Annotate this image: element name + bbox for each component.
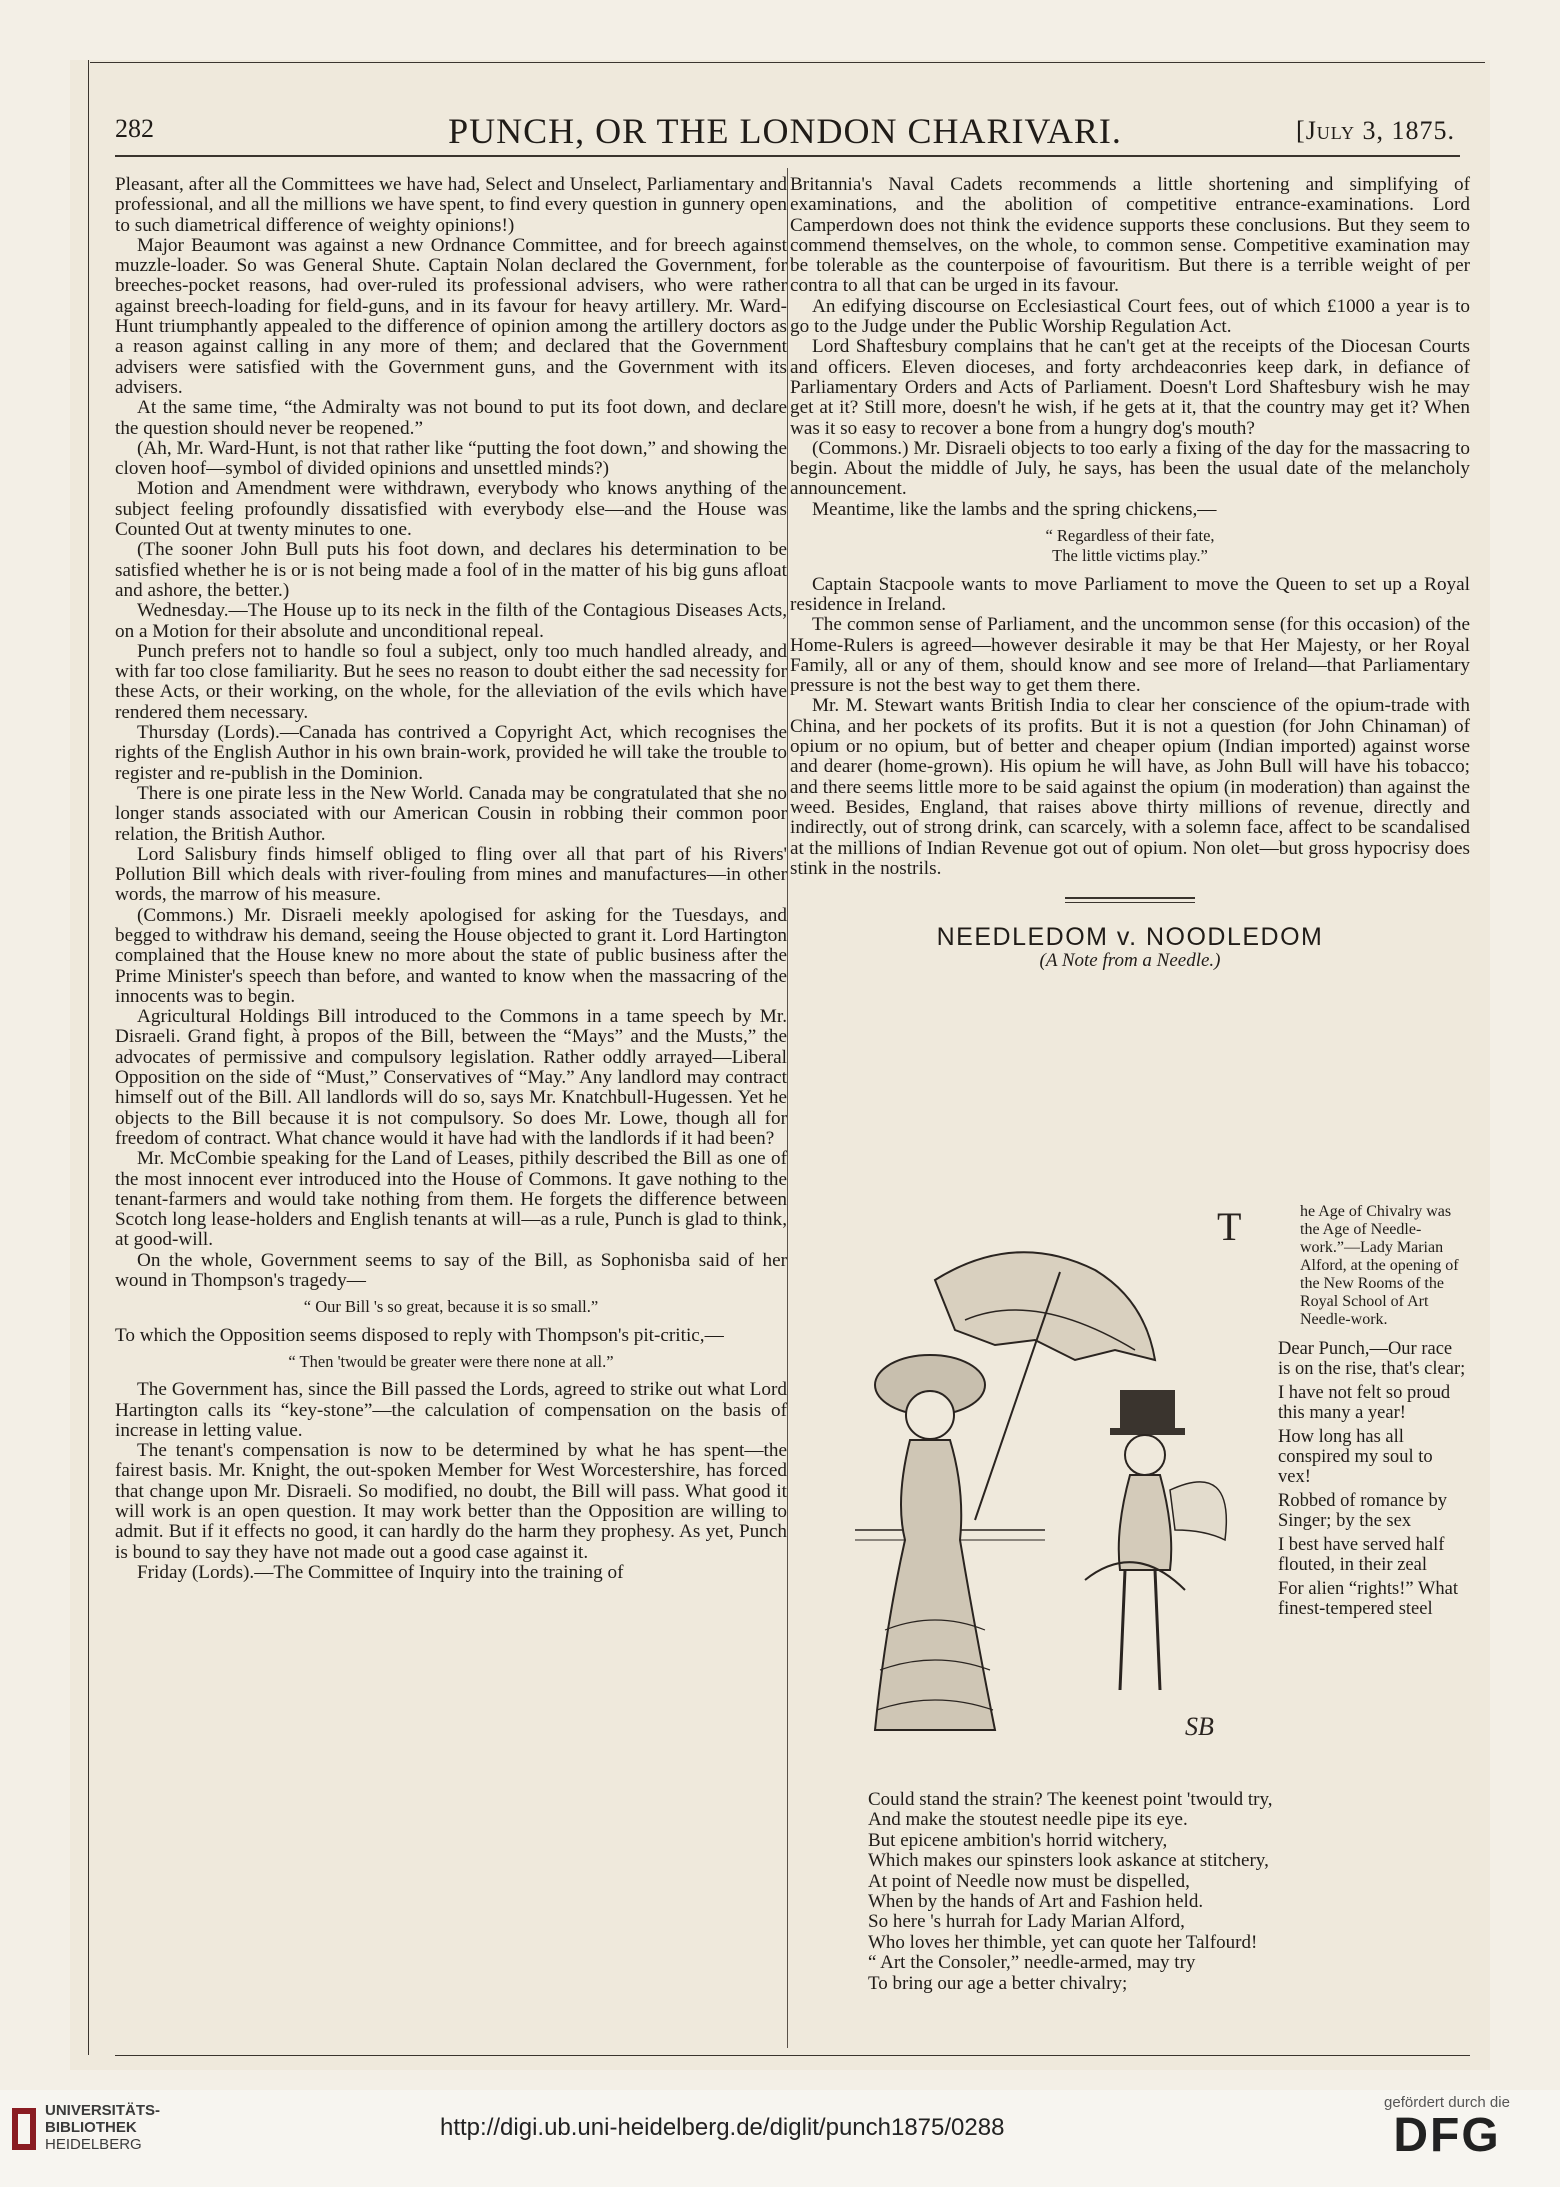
paragraph: Lord Shaftesbury complains that he can't get at the receipts of the Diocesan Courts and officers. Eleven dioceses, and forty archdeaconries keep dark, in defiance of Parliamentary Orders and Acts of Parliament. Doesn't Lord Shaftesbury wish he may get at it? Still more, doesn't he wish, if he gets at it, that the country may get it? When was it so easy to recover a bone from a hungry dog's mouth? <box>790 336 1470 439</box>
verse-line: Which makes our spinsters look askance at stitchery, <box>868 1850 1269 1872</box>
verse-quote-line: “ Regardless of their fate, <box>1045 526 1215 546</box>
paragraph: Agricultural Holdings Bill introduced to the Commons in a tame speech by Mr. Disraeli. Grand fight, à propos of the Bill, between the “Mays” and the Musts,” the advocates of permissive and compulsory legislation. Rather oddly arrayed—Liberal Opposition on the side of “Must,” Conservatives of “May.” Any landlord may contract himself out of the Bill. All landlords will do so, says Mr. Knatchbull-Hugessen. Yet he objects to the Bill because it is not compulsory. So does Mr. Lowe, though all for freedom of contract. What chance would it have had with the landlords if it had been? <box>115 1006 787 1149</box>
verse-line: So here 's hurrah for Lady Marian Alford, <box>868 1911 1185 1933</box>
paragraph: On the whole, Government seems to say of the Bill, as Sophonisba said of her wound in Thompson's tragedy— <box>115 1249 787 1292</box>
block-quote: “ Then 'twould be greater were there none at all.” <box>288 1351 614 1371</box>
left-border <box>88 60 89 2055</box>
paragraph: (Ah, Mr. Ward-Hunt, is not that rather like “putting the foot down,” and showing the cloven hoof—symbol of divided opinions and unsettled minds?) <box>115 437 787 480</box>
paragraph: Friday (Lords).—The Committee of Inquiry into the training of <box>137 1561 624 1583</box>
artist-signature: SB <box>1185 1712 1214 1741</box>
paragraph: Meantime, like the lambs and the spring chickens,— <box>812 498 1217 520</box>
cupid-body <box>1119 1475 1172 1570</box>
lady-dress <box>875 1440 995 1730</box>
right-column <box>790 175 1470 980</box>
section-divider <box>1065 902 1195 903</box>
scan-footer <box>0 2090 1560 2187</box>
section-divider <box>1065 897 1195 899</box>
paragraph: (Commons.) Mr. Disraeli meekly apologised for asking for the Tuesdays, and begged to withdraw his demand, seeing the House objected to grant it. Lord Hartington complained that the House knew no more about the state of public business after the Prime Minister's speech than before, and wanted to know when the massacring of the innocents was to begin. <box>115 904 787 1007</box>
article-title: NEEDLEDOM v. NOODLEDOM <box>936 923 1324 952</box>
paragraph: At the same time, “the Admiralty was not bound to put its foot down, and declare the question should never be reopened.” <box>115 397 787 439</box>
page-number: 282 <box>115 114 154 143</box>
paragraph: Captain Stacpoole wants to move Parliament to move the Queen to set up a Royal residence in Ireland. <box>790 573 1470 615</box>
header-rule <box>115 155 1460 157</box>
page-title: PUNCH, OR THE LONDON CHARIVARI. <box>448 111 1122 151</box>
paragraph: There is one pirate less in the New World. Canada may be congratulated that she no longer stands associated with our American Cousin in robbing their common poor relation, the British Author. <box>115 782 787 845</box>
paragraph: Mr. M. Stewart wants British India to clear her conscience of the opium-trade with China, and her pockets of its profits. But it is not a question (for John Chinaman) of opium or no opium, but of better and cheaper opium (Indian imported) against worse and dearer (home-grown). His opium he will have, as John Bull will have his tobacco; and there seems little more to be said against the opium (in moderation) than against the weed. Besides, England, that raises above thirty millions of revenue, directly and indirectly, out of strong drink, can scarcely, with a solemn face, affect to be scandalised at the millions of Indian Revenue got out of opium. Non olet—but gross hypocrisy does stink in the nostrils. <box>790 695 1470 879</box>
lady-head <box>906 1391 954 1439</box>
verse-line: For alien “rights!” What finest-tempered steel <box>1278 1579 1458 1619</box>
paragraph: Wednesday.—The House up to its neck in the filth of the Contagious Diseases Acts, on a Motion for their absolute and unconditional repeal. <box>115 600 787 642</box>
funder-block <box>1362 2094 1532 2161</box>
left-column <box>115 175 787 1583</box>
top-hat <box>1120 1390 1175 1430</box>
verse-line: To bring our age a better chivalry; <box>868 1972 1128 1994</box>
paragraph: The common sense of Parliament, and the uncommon sense (for this occasion) of the Home-Rulers is agreed—however desirable it may be that Her Majesty, or her Royal Family, all or any of them, should know and see more of Ireland—that Parliamentary pressure is not the best way to get them there. <box>790 614 1470 697</box>
verse-line: Dear Punch,—Our race is on the rise, that's clear; <box>1278 1339 1466 1379</box>
block-quote: “ Our Bill 's so great, because it is so small.” <box>303 1297 599 1317</box>
article-subtitle: (A Note from a Needle.) <box>1039 950 1221 972</box>
paragraph: An edifying discourse on Ecclesiastical Court fees, out of which £1000 a year is to go to the Judge under the Public Worship Regulation Act. <box>790 295 1470 338</box>
paragraph: To which the Opposition seems disposed to reply with Thompson's pit-critic,— <box>115 1324 724 1346</box>
top-border <box>90 62 1485 63</box>
paragraph: (Commons.) Mr. Disraeli objects to too early a fixing of the day for the massacring to begin. About the middle of July, he says, has been the usual date of the melancholy announcement. <box>790 437 1470 500</box>
column-divider <box>787 168 788 2048</box>
verse-quote-line: The little victims play.” <box>1052 546 1208 566</box>
cupid-leg <box>1155 1570 1160 1690</box>
verse-line: “ Art the Consoler,” needle-armed, may try <box>868 1952 1196 1974</box>
paragraph: Major Beaumont was against a new Ordnance Committee, and for breech against muzzle-loader. So was General Shute. Captain Nolan declared the Government, for breeches-pocket reasons, had over-ruled its professional advisers, who were rather against breech-loading for field-guns, and in its favour for heavy artillery. Mr. Ward-Hunt triumphantly appealed to the difference of opinion among the artillery doctors as a reason against calling in any more of them; and declared that the Government advisers were satisfied with the Government guns, and the Government with its advisers. <box>115 234 787 398</box>
verse-line: But epicene ambition's horrid witchery, <box>868 1829 1168 1851</box>
paragraph: Pleasant, after all the Committees we have had, Select and Unselect, Parliamentary and professional, and all the millions we have spent, to find every question in gunnery open to such diametrical difference of weighty opinions!) <box>115 174 787 236</box>
verse-line: I have not felt so proud this many a year! <box>1278 1383 1451 1423</box>
paragraph: Britannia's Naval Cadets recommends a little shortening and simplifying of examinations, and the abolition of competitive entrance-examinations. Lord Camperdown does not think the evidence supports these conclusions. But they seem to commend themselves, on the whole, to common sense. Competitive examination may be tolerable as the counterpoise of favouritism. But there is a terrible weight of per contra to all that can be urged in its favour. <box>790 174 1470 297</box>
verse-line: At point of Needle now must be dispelled, <box>868 1870 1190 1892</box>
drop-cap: T <box>1217 1210 1242 1249</box>
source-link[interactable]: http://digi.ub.uni-heidelberg.de/diglit/punch1875/0288 <box>440 2114 1005 2141</box>
cupid-head <box>1125 1435 1165 1475</box>
university-logo-icon <box>8 2104 40 2154</box>
article-intro-column <box>1278 1203 1468 1619</box>
verse-line: And make the stoutest needle pipe its eye. <box>868 1809 1188 1831</box>
top-hat-brim <box>1110 1428 1185 1435</box>
parasol-canopy <box>935 1252 1155 1360</box>
verse-line: When by the hands of Art and Fashion held. <box>868 1891 1204 1913</box>
page-header <box>115 110 1455 150</box>
issue-date: [July 3, 1875. <box>1296 116 1455 145</box>
poem-bottom <box>868 1790 1428 1994</box>
intro-quote: he Age of Chivalry was the Age of Needle-work.”—Lady Marian Alford, at the opening of the New Rooms of the Royal School of Art Needle-work. <box>1300 1203 1459 1328</box>
verse-line: Robbed of romance by Singer; by the sex <box>1278 1491 1448 1531</box>
paragraph: (The sooner John Bull puts his foot down, and declares his determination to be satisfied whether he is or is not being made a fool of in the matter of his big guns afloat and ashore, the better.) <box>115 539 787 601</box>
institution-name: UNIVERSITÄTS- BIBLIOTHEK HEIDELBERG <box>45 2102 161 2153</box>
paragraph: Mr. McCombie speaking for the Land of Leases, pithily described the Bill as one of the most innocent ever introduced into the House of Commons. It gave nothing to the tenant-farmers and would take nothing from them. He forgets the difference between Scotch long lease-holders and English tenants at will—as a rule, Punch is glad to think, at good-will. <box>115 1148 787 1251</box>
paragraph: Thursday (Lords).—Canada has contrived a Copyright Act, which recognises the rights of the English Author in his own brain-work, provided he will take the trouble to register and re-publish in the Dominion. <box>115 722 787 784</box>
paragraph: The tenant's compensation is now to be determined by what he has spent—the fairest basis. Mr. Knight, the out-spoken Member for West Worcestershire, has forced that change upon Mr. Disraeli. So modified, no doubt, the Bill will pass. What good it will work is an open question. It may work better than the Opposition are willing to admit. But if it effects no good, it can hardly do the harm they prophesy. As yet, Punch is bound to say they have not made out a good case against it. <box>115 1440 787 1563</box>
verse-line: Who loves her thimble, yet can quote her Talfourd! <box>868 1931 1258 1953</box>
cartoon-illustration <box>815 1210 1275 1770</box>
cupid-wing <box>1170 1482 1226 1540</box>
verse-line: I best have served half flouted, in their zeal <box>1278 1535 1445 1575</box>
funded-by-label: gefördert durch die <box>1384 2094 1510 2111</box>
paragraph: Motion and Amendment were withdrawn, everybody who knows anything of the subject feeling profoundly dissatisfied with everybody else—and the House was Counted Out at twenty minutes to one. <box>115 478 787 541</box>
dfg-logo: DFG <box>1393 2109 1501 2162</box>
paragraph: Punch prefers not to handle so foul a subject, only too much handled already, and with far too close familiarity. But he sees no reason to doubt either the sad necessity for these Acts, or their working, on the whole, for the alleviation of the evils which have rendered them necessary. <box>115 640 787 723</box>
verse-line: Could stand the strain? The keenest point 'twould try, <box>868 1789 1273 1810</box>
paragraph: Lord Salisbury finds himself obliged to fling over all that part of his Rivers' Pollution Bill which deals with river-fouling from mines and manufactures—in other words, the marrow of his measure. <box>115 843 787 906</box>
cupid-leg <box>1120 1570 1125 1690</box>
paragraph: The Government has, since the Bill passed the Lords, agreed to strike out what Lord Hartington calls its “key-stone”—the calculation of compensation on the basis of increase in letting value. <box>115 1379 787 1441</box>
verse-line: How long has all conspired my soul to vex! <box>1278 1427 1433 1487</box>
bottom-rule <box>115 2055 1470 2056</box>
